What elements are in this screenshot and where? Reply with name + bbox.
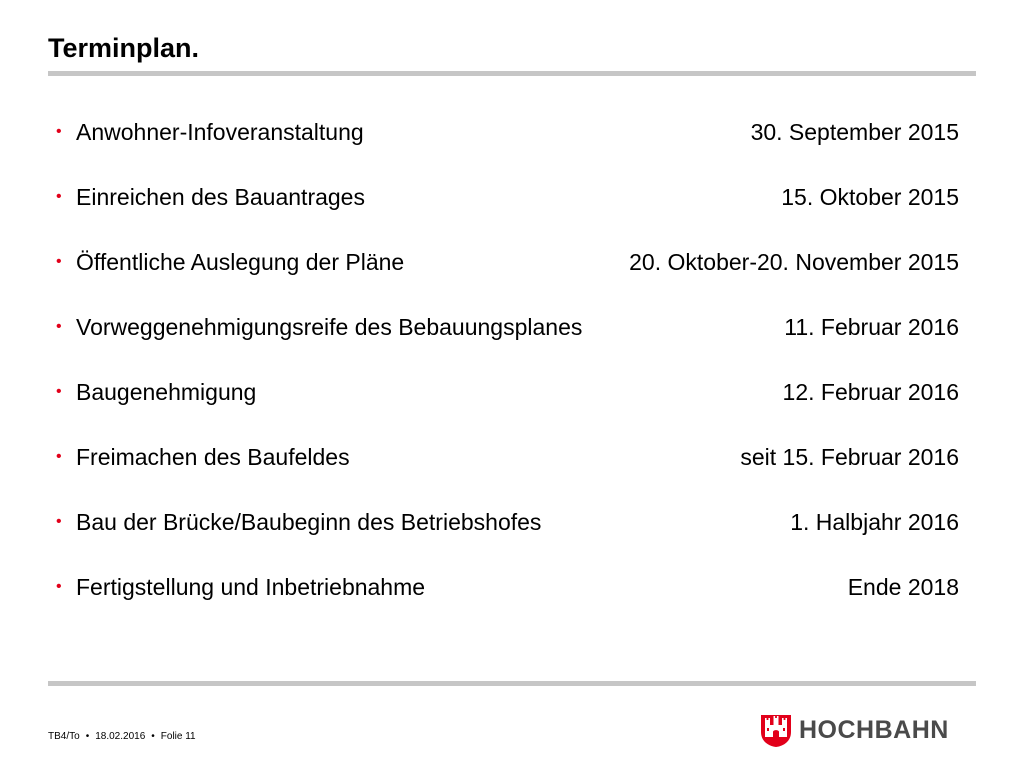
schedule-item-date: 12. Februar 2016 [782,379,959,405]
bullet-icon: • [56,578,62,595]
schedule-item [56,112,959,177]
schedule-item [56,242,959,307]
schedule-item-label: Anwohner-Infoveranstaltung [76,119,364,145]
schedule-item [56,177,959,242]
schedule-item [56,372,959,437]
footer-separator: • [151,731,155,742]
footer-slide-number: Folie 11 [160,731,196,742]
schedule-item-date: 1. Halbjahr 2016 [790,509,959,535]
schedule-item-date: Ende 2018 [847,574,959,600]
schedule-item-label: Baugenehmigung [76,379,257,405]
schedule-item-date: 15. Oktober 2015 [781,184,959,210]
schedule-item-label: Bau der Brücke/Baubeginn des Betriebshofes [76,509,542,535]
logo-wordmark: HOCHBAHN [799,716,949,744]
schedule-item-label: Öffentliche Auslegung der Pläne [76,249,405,275]
title-divider [48,71,976,76]
hamburg-castle-emblem-icon [760,712,792,748]
schedule-item-date: seit 15. Februar 2016 [740,444,959,470]
bullet-icon: • [56,318,62,335]
schedule-item-label: Freimachen des Baufeldes [76,444,350,470]
schedule-item [56,437,959,502]
schedule-list [56,112,959,632]
footer-date: 18.02.2016 [95,731,146,742]
bullet-icon: • [56,448,62,465]
bullet-icon: • [56,383,62,400]
schedule-item-label: Einreichen des Bauantrages [76,184,365,210]
bullet-icon: • [56,123,62,140]
footer-author: TB4/To [48,731,80,742]
bullet-icon: • [56,253,62,270]
footer-divider [48,681,976,686]
schedule-item [56,567,959,632]
bullet-icon: • [56,188,62,205]
footer [48,731,196,743]
bullet-icon: • [56,513,62,530]
schedule-item-date: 11. Februar 2016 [784,314,959,340]
schedule-item-label: Fertigstellung und Inbetriebnahme [76,574,426,600]
schedule-item-date: 20. Oktober-20. November 2015 [629,249,959,275]
schedule-item-date: 30. September 2015 [750,119,959,145]
page-title: Terminplan. [48,33,200,63]
schedule-item [56,307,959,372]
schedule-item [56,502,959,567]
schedule-item-label: Vorweggenehmigungsreife des Bebauungsplanes [76,314,583,340]
footer-separator: • [85,731,90,742]
hochbahn-logo [760,711,949,749]
